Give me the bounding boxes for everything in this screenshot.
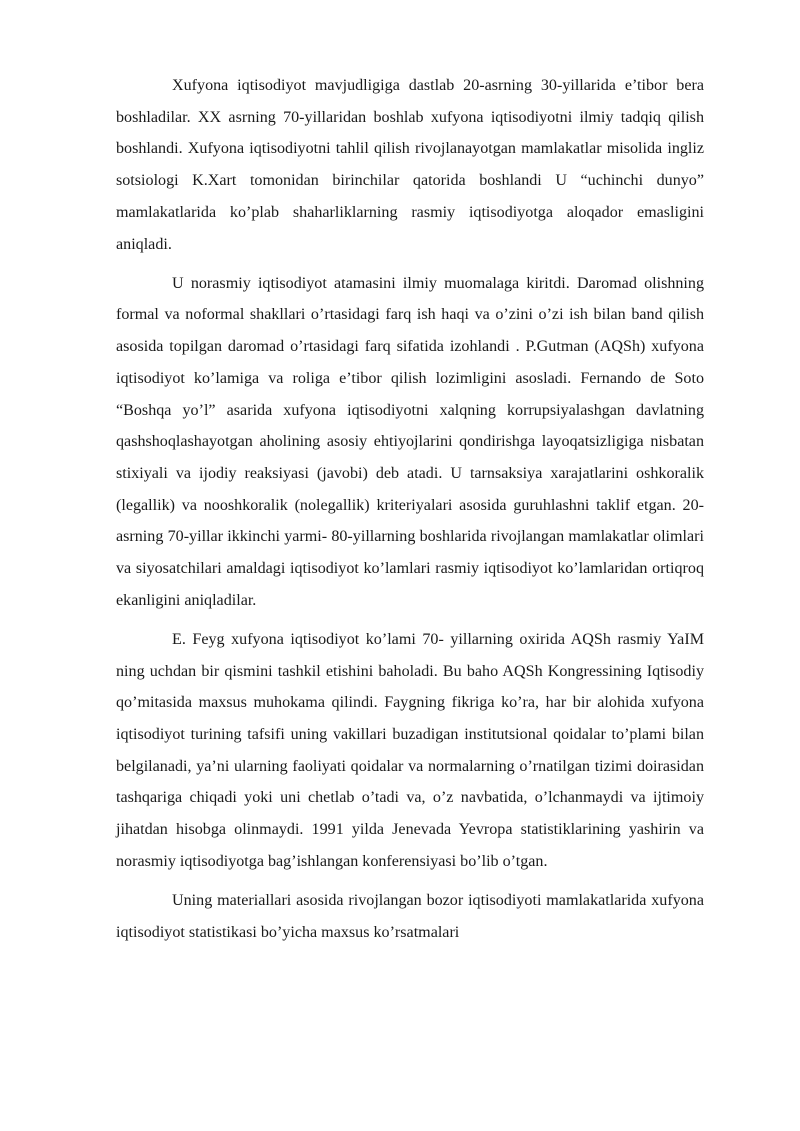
paragraph-4: Uning materiallari asosida rivojlangan bozor iqtisodiyoti mamlakatlarida xufyona iqtisodiyot statistikasi bo’yicha maxsus ko’rsatmalari [116, 892, 704, 941]
paragraph-1: Xufyona iqtisodiyot mavjudligiga dastlab 20-asrning 30-yillarida e’tibor bera boshladilar. XX asrning 70-yillaridan boshlab xufyona iqtisodiyotni ilmiy tadqiq qilish boshlandi. Xufyona iqtisodiyotni tahlil qilish rivojlanayotgan mamlakatlar misolida ingliz sotsiologi K.Xart tomonidan birinchilar qatorida boshlandi U “uchinchi dunyo” mamlakatlarida ko’plab shaharliklarning rasmiy iqtisodiyotga aloqador emasligini aniqladi. [116, 77, 704, 253]
paragraph-2: U norasmiy iqtisodiyot atamasini ilmiy muomalaga kiritdi. Daromad olishning formal va noformal shakllari o’rtasidagi farq ish haqi va o’zini o’zi ish bilan band qilish asosida topilgan daromad o’rtasidagi farq sifatida izohlandi . P.Gutman (AQSh) xufyona iqtisodiyot ko’lamiga va roliga e’tibor qilish lozimligini asosladi. Fernando de Soto “Boshqa yo’l” asarida xufyona iqtisodiyotni xalqning korrupsiyalashgan davlatning qashshoqlashayotgan aholining asosiy ehtiyojlarini qondirishga layoqatsizligiga nisbatan stixiyali va ijodiy reaksiyasi (javobi) deb atadi. U tarnsaksiya xarajatlarini oshkoralik (legallik) va nooshkoralik (nolegallik) kriteriyalari asosida guruhlashni taklif etgan. 20-asrning 70-yillar ikkinchi yarmi- 80-yillarning boshlarida rivojlangan mamlakatlar olimlari va siyosatchilari amaldagi iqtisodiyot ko’lamlari rasmiy iqtisodiyot ko’lamlaridan ortiqroq ekanligini aniqladilar. [116, 274, 704, 609]
document-page [116, 70, 704, 956]
paragraph-3: E. Feyg xufyona iqtisodiyot ko’lami 70- yillarning oxirida AQSh rasmiy YaIM ning uchdan bir qismini tashkil etishini baholadi. Bu baho AQSh Kongressining Iqtisodiy qo’mitasida maxsus muhokama qilindi. Faygning fikriga ko’ra, har bir alohida xufyona iqtisodiyot turining tafsifi uning vakillari buzadigan institutsional qoidalar to’plami bilan belgilanadi, ya’ni ularning faoliyati qoidalar va normalarning o’rnatilgan tizimi doirasidan tashqariga chiqadi yoki uni chetlab o’tadi va, o’z navbatida, o’lchanmaydi va ijtimoiy jihatdan hisobga olinmaydi. 1991 yilda Jenevada Yevropa statistiklarining yashirin va norasmiy iqtisodiyotga bag’ishlangan konferensiyasi bo’lib o’tgan. [116, 630, 704, 870]
